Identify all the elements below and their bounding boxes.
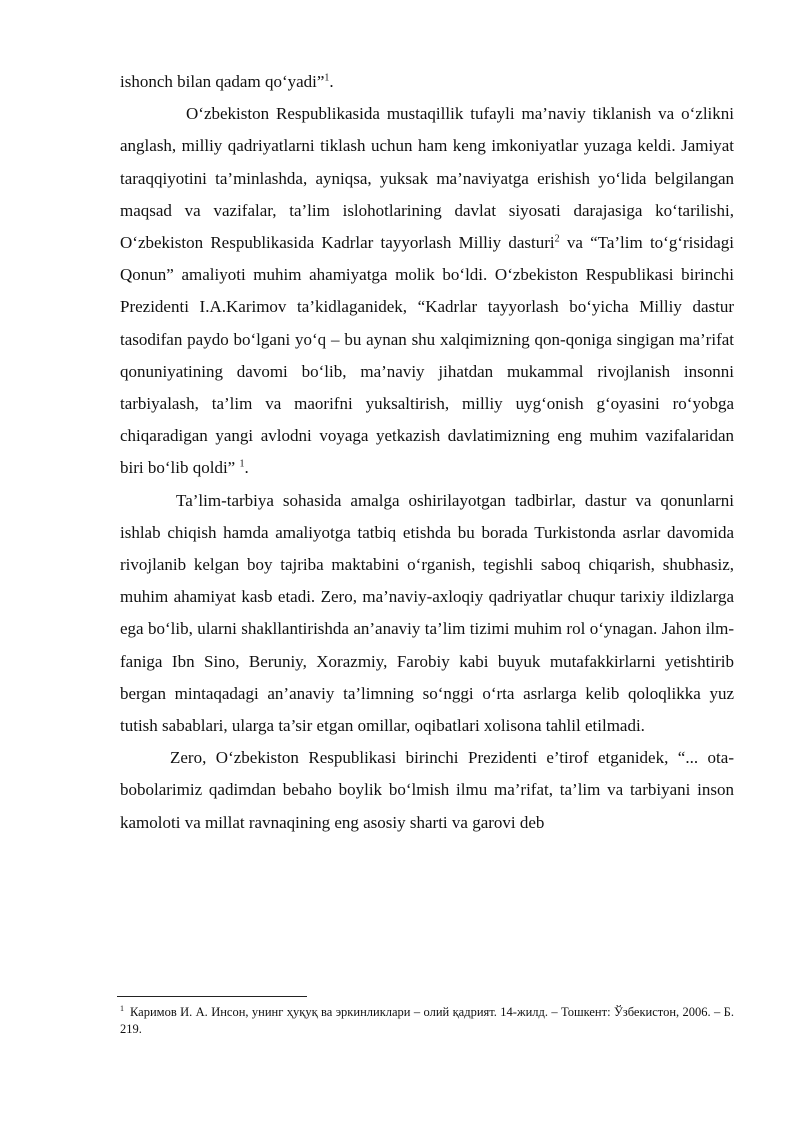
paragraph: Zero, O‘zbekiston Respublikasi birinchi Prezidenti e’tirof etganidek, “... ota- bobolarimiz qadimdan bebaho boylik bo‘lmish ilmu ma’rifat, ta’lim va tarbiyani inson kamoloti va millat ravnaqining eng asosiy sharti va garovi deb [120,748,734,832]
footnote-text: Каримов И. А. Инсон, унинг ҳуқуқ ва эркинликлари – олий қадрият. 14-жилд. – Тошкент: Ўзбекистон, 2006. – Б. 219. [120,1005,734,1036]
paragraph-continuation: ishonch bilan qadam qo‘yadi”$^1$. [120,72,334,91]
footnote-ref: 1 [324,72,330,84]
footnote-marker: 1 [120,1003,124,1013]
body-text [120,66,734,839]
footnote [120,1004,734,1038]
footnote-separator [117,996,307,997]
paragraph: Ta’lim-tarbiya sohasida amalga oshirilayotgan tadbirlar, dastur va qonunlarni ishlab chiqish hamda amaliyotga tatbiq etishda bu borada Turkistonda asrlar davomida rivojlanib kelgan boy tajriba maktabini o‘rganish, tegishli saboq chiqarish, shubhasiz, muhim ahamiyat kasb etadi. Zero, ma’naviy-axloqiy qadriyatlar chuqur tarixiy ildizlarga ega bo‘lib, ularni shakllantirishda an’anaviy ta’lim tizimi muhim rol o‘ynagan. Jahon ilm-faniga Ibn Sino, Beruniy, Xorazmiy, Farobiy kabi buyuk mutafakkirlarni yetishtirib bergan mintaqadagi an’anaviy ta’limning so‘nggi o‘rta asrlarga kelib qoloqlikka yuz tutish sabablari, ularga ta’sir etgan omillar, oqibatlari xolisona tahlil etilmadi. [120,490,734,736]
footnote-ref: 2 [554,233,560,245]
paragraph: O‘zbekiston Respublikasida mustaqillik tufayli ma’naviy tiklanish va o‘zlikni anglash, milliy qadriyatlarni tiklash uchun ham keng imkoniyatlar yuzaga keldi. Jamiyat taraqqiyotini ta’minlashda, ayniqsa, yuksak ma’naviyatga erishish yo‘lida belgilangan maqsad va vazifalar, ta’lim islohotlarining davlat siyosati darajasiga ko‘tarilishi, O‘zbekiston Respublikasida Kadrlar tayyorlash Milliy dasturi$^2$ va “Ta’lim to‘g‘risidagi Qonun” amaliyoti muhim ahamiyatga molik bo‘ldi. O‘zbekiston Respublikasi birinchi Prezidenti I.A.Karimov ta’kidlaganidek, “Kadrlar tayyorlash bo‘yicha Milliy dastur tasodifan paydo bo‘lgani yo‘q – bu aynan shu xalqimizning qon-qoniga singigan ma’rifat qonuniyatining davomi bo‘lib, ma’naviy jihatdan mukammal rivojlanish insonni tarbiyalash, ta’lim va maorifni yuksaltirish, milliy uyg‘onish g‘oyasini ro‘yobga chiqaradigan yangi avlodni voyaga yetkazish davlatimizning eng muhim vazifalaridan biri bo‘lib qoldi” $^1$. [120,104,734,478]
footnote-ref: 1 [239,458,245,470]
